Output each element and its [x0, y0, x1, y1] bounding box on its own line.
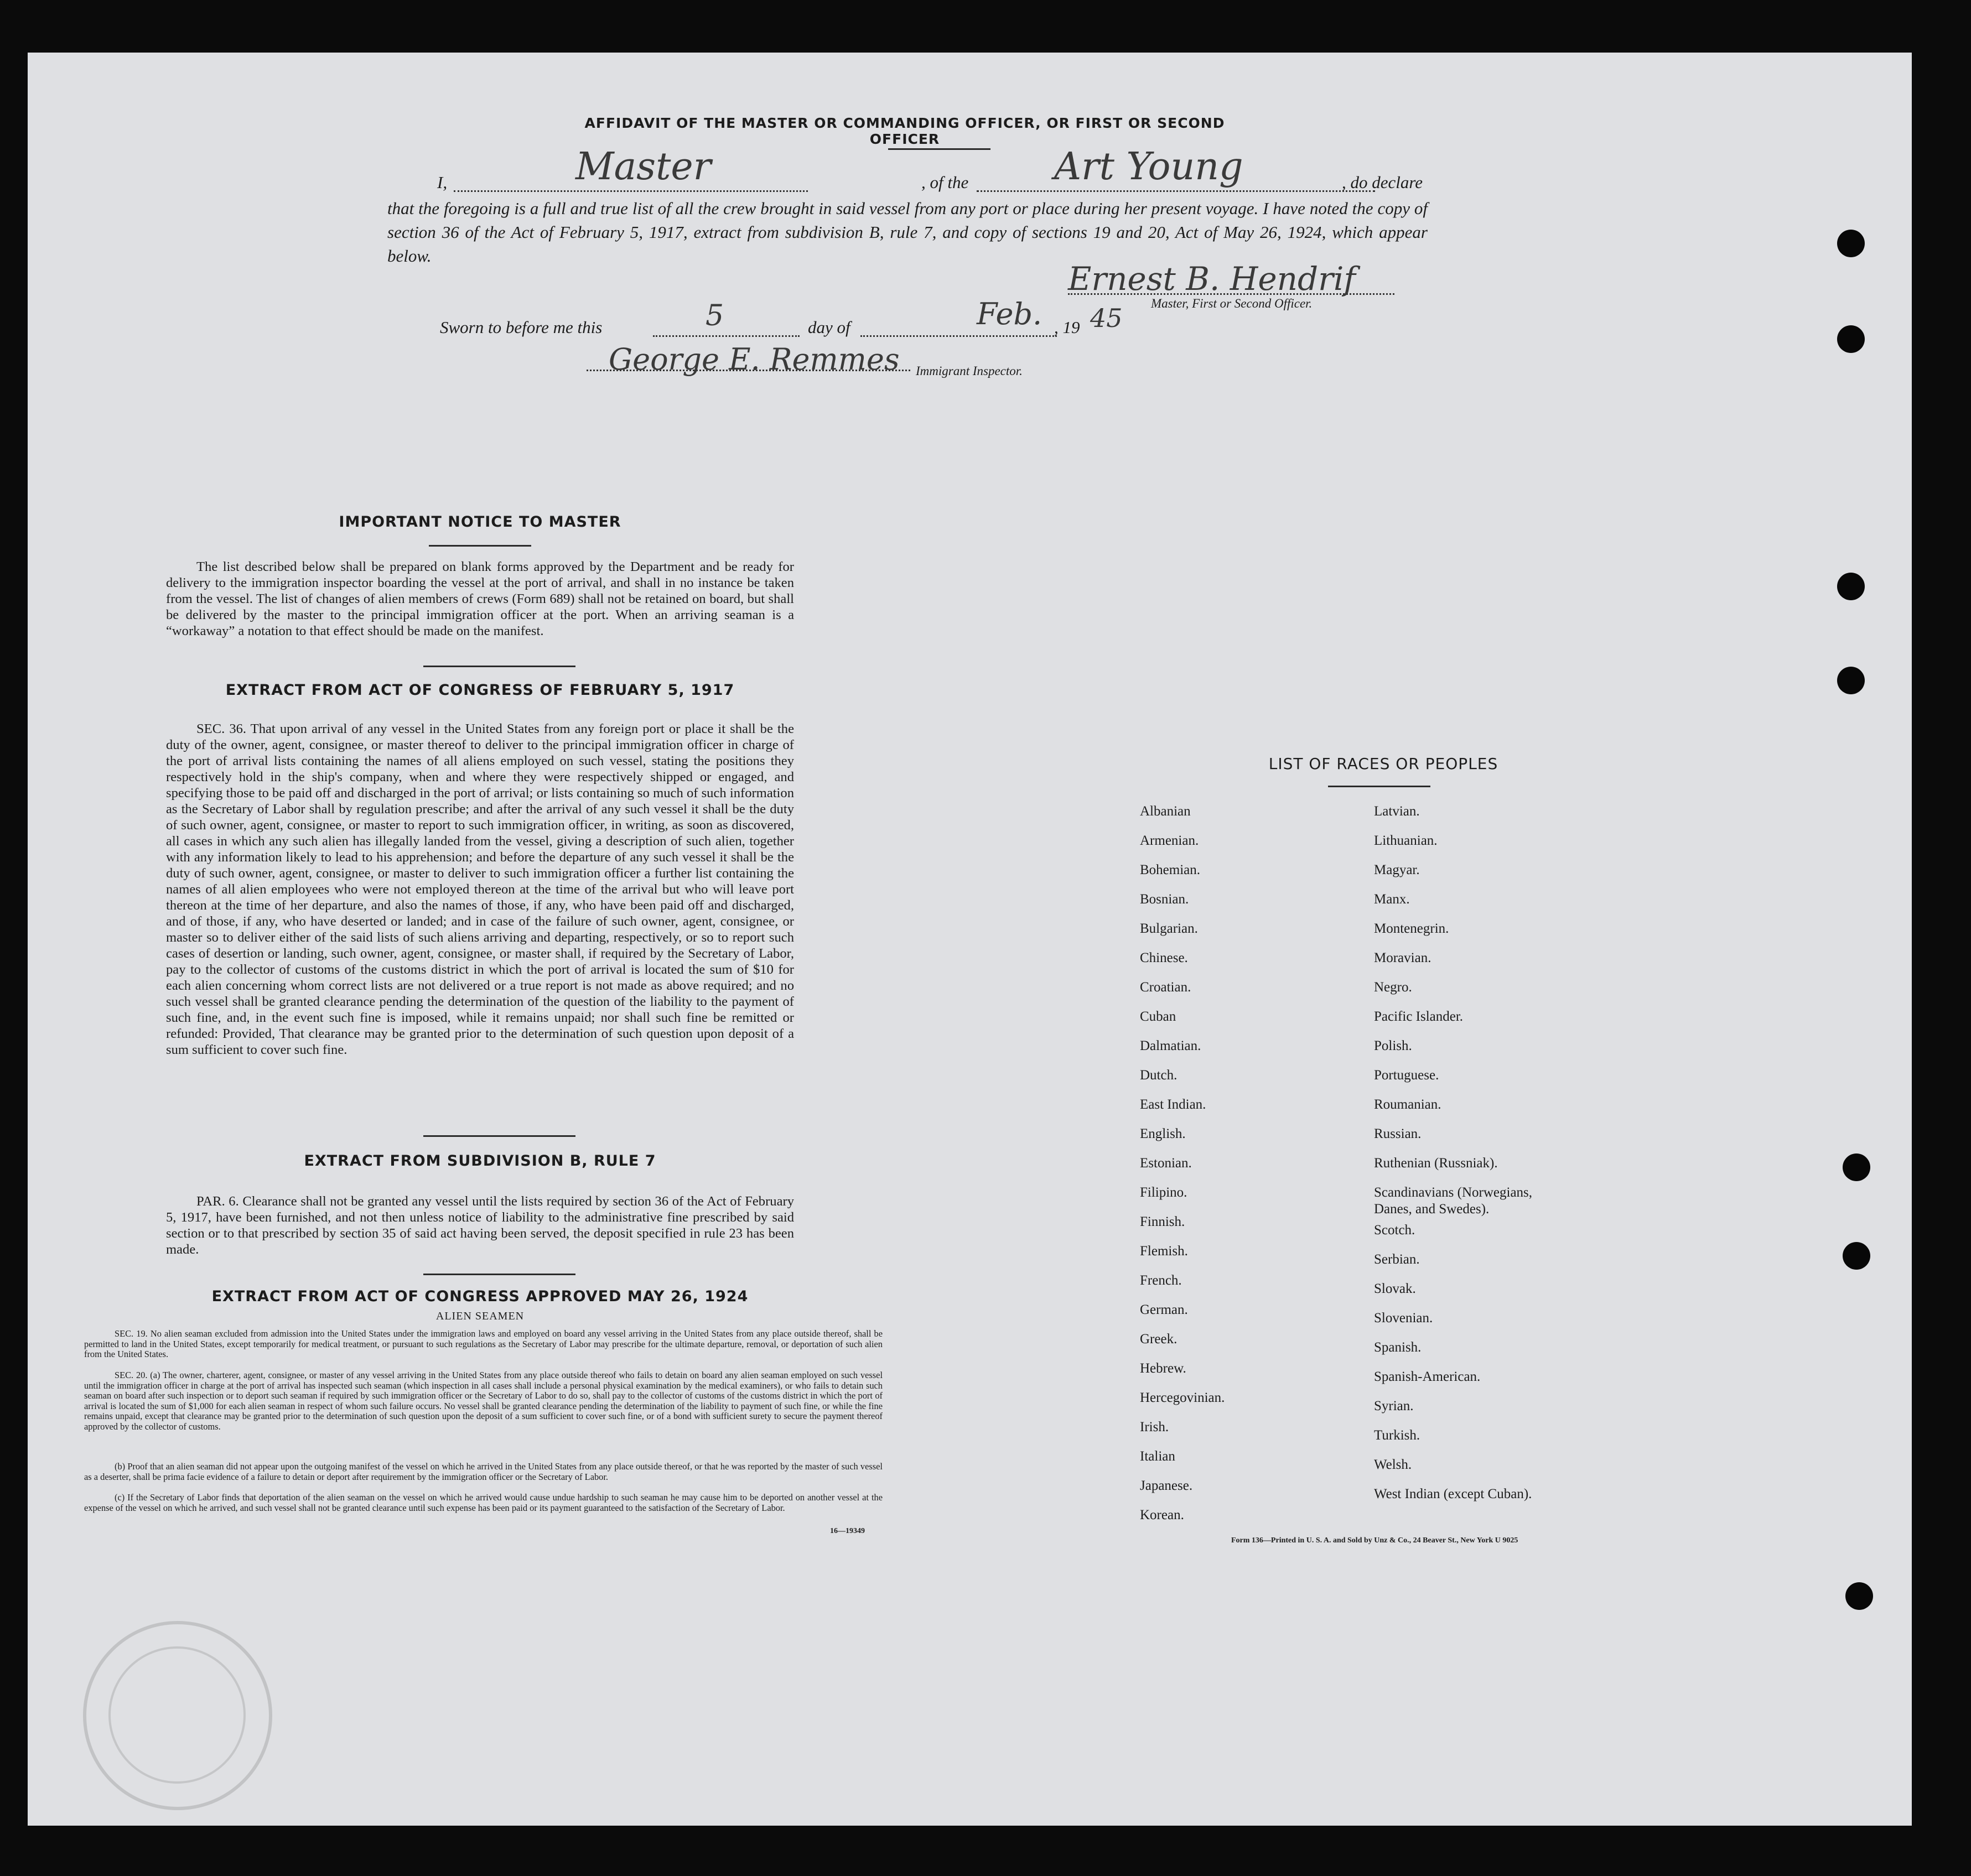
- form-code: 16—19349: [830, 1527, 865, 1535]
- race-item: Japanese.: [1140, 1478, 1193, 1493]
- race-item: Albanian: [1140, 804, 1191, 819]
- race-item: Pacific Islander.: [1374, 1009, 1464, 1024]
- divider-rule: [423, 1274, 575, 1275]
- extract-1924-heading: EXTRACT FROM ACT OF CONGRESS APPROVED MAY 26, 1924: [211, 1288, 749, 1305]
- race-item: Spanish-American.: [1374, 1369, 1481, 1384]
- race-item: Hercegovinian.: [1140, 1390, 1225, 1405]
- race-item: Spanish.: [1374, 1340, 1422, 1355]
- notice-text: The list described below shall be prepared on blank forms approved by the Department and be ready for delivery to the immigration inspector boarding the vessel at the port of arrival, and shall in no instance be taken from the vessel. The list of changes of alien members of crews (Form 689) shall not be retained on board, but shall be delivered by the master to the principal immigration officer at the port. When an arriving seaman is a “workaway” a notation to that effect should be made on the manifest.: [166, 559, 794, 638]
- race-item: Roumanian.: [1374, 1097, 1441, 1112]
- race-item: Moravian.: [1374, 950, 1431, 965]
- punch-hole: [1837, 325, 1865, 353]
- extract-1924-sec20a: SEC. 20. (a) The owner, charterer, agent, consignee, or master of any vessel arriving in the United States from any place outside thereof who fails to detain on board any alien seaman employed on such vessel until the immigration officer in charge at the port of arrival has inspected such seaman (which inspection in all cases shall include a personal physical examination by the medical examiners), or who fails to detain such seaman on board after such inspection or to deport such seaman if required by such immigration officer or the Secretary of Labor to do so, shall pay to the collector of customs of the customs district in which the port of arrival is located the sum of $1,000 for each alien seaman in respect of whom such failure occurs. No vessel shall be granted clearance pending the determination of the liability to payment of such fine, or while the fine remains unpaid, except that clearance may be granted prior to the determination of such question upon the deposit of a sum sufficient to cover such fine, or of a bond with sufficient surety to secure the payment thereof approved by the collector of customs.: [84, 1370, 883, 1432]
- i-label: I,: [437, 173, 448, 192]
- race-item: Manx.: [1374, 892, 1410, 907]
- race-item: Russian.: [1374, 1126, 1422, 1141]
- inspector-signature-block: [587, 343, 1085, 387]
- race-item: Cuban: [1140, 1009, 1176, 1024]
- race-item: Syrian.: [1374, 1399, 1414, 1414]
- race-item: Croatian.: [1140, 980, 1191, 995]
- sworn-year: 45: [1090, 303, 1123, 333]
- race-item: Welsh.: [1374, 1457, 1412, 1472]
- punch-hole: [1837, 667, 1865, 694]
- extract-1917-heading: EXTRACT FROM ACT OF CONGRESS OF FEBRUARY 5, 1917: [225, 682, 735, 699]
- race-item: Scandinavians (Norwegians, Danes, and Swedes).: [1374, 1185, 1533, 1217]
- notice-rule: [429, 545, 531, 547]
- races-rule: [1328, 786, 1430, 787]
- officer-name-handwritten: Master: [575, 145, 712, 189]
- race-item: Flemish.: [1140, 1244, 1188, 1259]
- notice-heading: IMPORTANT NOTICE TO MASTER: [339, 513, 621, 531]
- race-item: French.: [1140, 1273, 1182, 1288]
- race-item: Dalmatian.: [1140, 1038, 1201, 1053]
- master-caption: Master, First or Second Officer.: [1151, 297, 1313, 310]
- inspector-caption: Immigrant Inspector.: [916, 364, 1023, 378]
- sworn-label: Sworn to before me this: [440, 318, 603, 337]
- punch-hole: [1837, 573, 1865, 600]
- race-item: Korean.: [1140, 1508, 1184, 1522]
- master-signature-line: [1068, 293, 1394, 295]
- race-item: Ruthenian (Russniak).: [1374, 1156, 1498, 1171]
- race-item: Bulgarian.: [1140, 921, 1198, 936]
- race-item: Montenegrin.: [1374, 921, 1449, 936]
- do-declare-label: , do declare: [1342, 173, 1423, 192]
- race-item: Finnish.: [1140, 1214, 1185, 1229]
- extract-rule7-text: PAR. 6. Clearance shall not be granted any vessel until the lists required by section 36 of the Act of February 5, 1917, have been furnished, and not then unless notice of liability to the administrative fine prescribed by said section or to that prescribed by section 35 of said act having been served, the deposit specified in rule 23 has been made.: [166, 1194, 794, 1257]
- extract-1924-sec19: SEC. 19. No alien seaman excluded from admission into the United States under the immigration laws and employed on board any vessel arriving in the United States from any place outside thereof, shall be permitted to land in the United States, except temporarily for medical treatment, or pursuant to such regulations as the Secretary of Labor may prescribe for the ultimate departure, removal, or deportation of such alien from the United States.: [84, 1328, 883, 1359]
- race-item: Dutch.: [1140, 1068, 1178, 1083]
- race-item: Armenian.: [1140, 833, 1199, 848]
- race-item: Italian: [1140, 1449, 1175, 1464]
- race-item: Polish.: [1374, 1038, 1412, 1053]
- sworn-line: [440, 297, 1159, 340]
- race-item: Greek.: [1140, 1332, 1178, 1347]
- extract-rule7-heading: EXTRACT FROM SUBDIVISION B, RULE 7: [304, 1152, 656, 1170]
- race-item: Slovak.: [1374, 1281, 1416, 1296]
- race-item: Serbian.: [1374, 1252, 1420, 1267]
- punch-hole: [1843, 1242, 1870, 1270]
- vessel-name-handwritten: Art Young: [1054, 145, 1243, 189]
- divider-rule: [423, 666, 575, 667]
- punch-hole: [1843, 1153, 1870, 1181]
- declaration-line-1: [437, 145, 1428, 193]
- extract-1924-sec20c: (c) If the Secretary of Labor finds that deportation of the alien seaman on the vessel on which he arrived would cause undue hardship to such seaman he may cause him to be deported on another vessel at the expense of the vessel on which he arrived, and such vessel shall not be granted clearance until such expense has been paid or its payment guaranteed to the satisfaction of the Secretary of Labor.: [84, 1492, 883, 1513]
- race-item: Latvian.: [1374, 804, 1420, 819]
- punch-hole: [1837, 230, 1865, 257]
- sworn-day: 5: [706, 299, 724, 332]
- race-item: Slovenian.: [1374, 1311, 1433, 1326]
- faded-seal-stamp: [83, 1621, 272, 1810]
- affidavit-title: AFFIDAVIT OF THE MASTER OR COMMANDING OFFICER, OR FIRST OR SECOND OFFICER: [584, 115, 1225, 147]
- race-item: Bohemian.: [1140, 862, 1201, 877]
- races-heading: LIST OF RACES OR PEOPLES: [1268, 755, 1498, 773]
- divider-rule: [423, 1135, 575, 1137]
- inspector-signature: George E. Remmes: [609, 342, 900, 377]
- sworn-month: Feb.: [977, 297, 1042, 331]
- punch-hole: [1845, 1582, 1873, 1610]
- race-item: Filipino.: [1140, 1185, 1187, 1200]
- day-blank: [653, 315, 800, 337]
- printer-note: Form 136—Printed in U. S. A. and Sold by Unz & Co., 24 Beaver St., New York U 9025: [1231, 1536, 1518, 1545]
- race-item: Turkish.: [1374, 1428, 1420, 1443]
- race-item: Estonian.: [1140, 1156, 1192, 1171]
- race-item: Hebrew.: [1140, 1361, 1186, 1376]
- race-item: Chinese.: [1140, 950, 1188, 965]
- race-item: East Indian.: [1140, 1097, 1206, 1112]
- of-the-label: , of the: [921, 173, 969, 192]
- race-item: Bosnian.: [1140, 892, 1189, 907]
- race-item: Magyar.: [1374, 862, 1420, 877]
- race-item: West Indian (except Cuban).: [1374, 1487, 1532, 1501]
- extract-1924-sec20b: (b) Proof that an alien seaman did not appear upon the outgoing manifest of the vessel on which he arrived in the United States from any place outside thereof, or that he was reported by the master of such vessel as a deserter, shall be prima facie evidence of a failure to detain or deport after requirement by the immigration officer or the Secretary of Labor.: [84, 1461, 883, 1482]
- day-of-label: day of: [808, 318, 850, 337]
- race-item: Negro.: [1374, 980, 1412, 995]
- extract-1924-subheading: ALIEN SEAMEN: [435, 1310, 525, 1322]
- race-item: Irish.: [1140, 1420, 1169, 1435]
- master-signature: Ernest B. Hendrif: [1068, 260, 1356, 298]
- extract-1917-text: SEC. 36. That upon arrival of any vessel in the United States from any foreign port or place it shall be the duty of the owner, agent, consignee, or master thereof to deliver to the principal immigration officer in charge of the port of arrival lists containing the names of all aliens employed on such vessel, stating the positions they respectively hold in the ship's company, when and where they were respectively shipped or engaged, and specifying those to be paid off and discharged in the port of arrival; or lists containing so much of such information as the Secretary of Labor shall by regulation prescribe; and after the arrival of any such vessel it shall be the duty of such owner, agent, consignee, or master to report to such immigration officer, in writing, as soon as discovered, all cases in which any such alien has illegally landed from the vessel, giving a description of such alien, together with any information likely to lead to his apprehension; and before the departure of any such vessel it shall be the duty of such owner, agent, consignee, or master to deliver to such immigration officer a further list containing the names of all alien employees who were not employed thereon at the time of the arrival but who will leave port thereon at the time of her departure, and also the names of those, if any, who have been paid off and discharged, and of those, if any, who have deserted or landed; and in case of the failure of such owner, agent, consignee, or master so to deliver either of the said lists of such aliens arriving and departing, respectively, or so to report such cases of desertion or landing, such owner, agent, consignee, or master shall, if required by the Secretary of Labor, pay to the collector of customs of the customs district in which the port of arrival is located the sum of $10 for each alien concerning whom correct lists are not delivered or a true report is not made as above required; and no such vessel shall be granted clearance pending the determination of the question of the liability to the payment of such fine, and, in the event such fine is imposed, while it remains unpaid; nor shall such fine be remitted or refunded: Provided, That clearance may be granted prior to the determination of such question upon deposit of a sum sufficient to cover such fine.: [166, 721, 794, 1057]
- year-prefix: , 19: [1054, 318, 1080, 337]
- race-item: Lithuanian.: [1374, 833, 1438, 848]
- race-item: Portuguese.: [1374, 1068, 1439, 1083]
- declaration-text: that the foregoing is a full and true list of all the crew brought in said vessel from any port or place during her present voyage. I have noted the copy of section 36 of the Act of February 5, 1917, extract from subdivision B, rule 7, and copy of sections 19 and 20, Act of May 26, 1924, which appear below.: [387, 199, 1428, 266]
- title-rule: [888, 148, 990, 150]
- race-item: German.: [1140, 1302, 1188, 1317]
- race-item: Scotch.: [1374, 1223, 1415, 1238]
- race-item: English.: [1140, 1126, 1186, 1141]
